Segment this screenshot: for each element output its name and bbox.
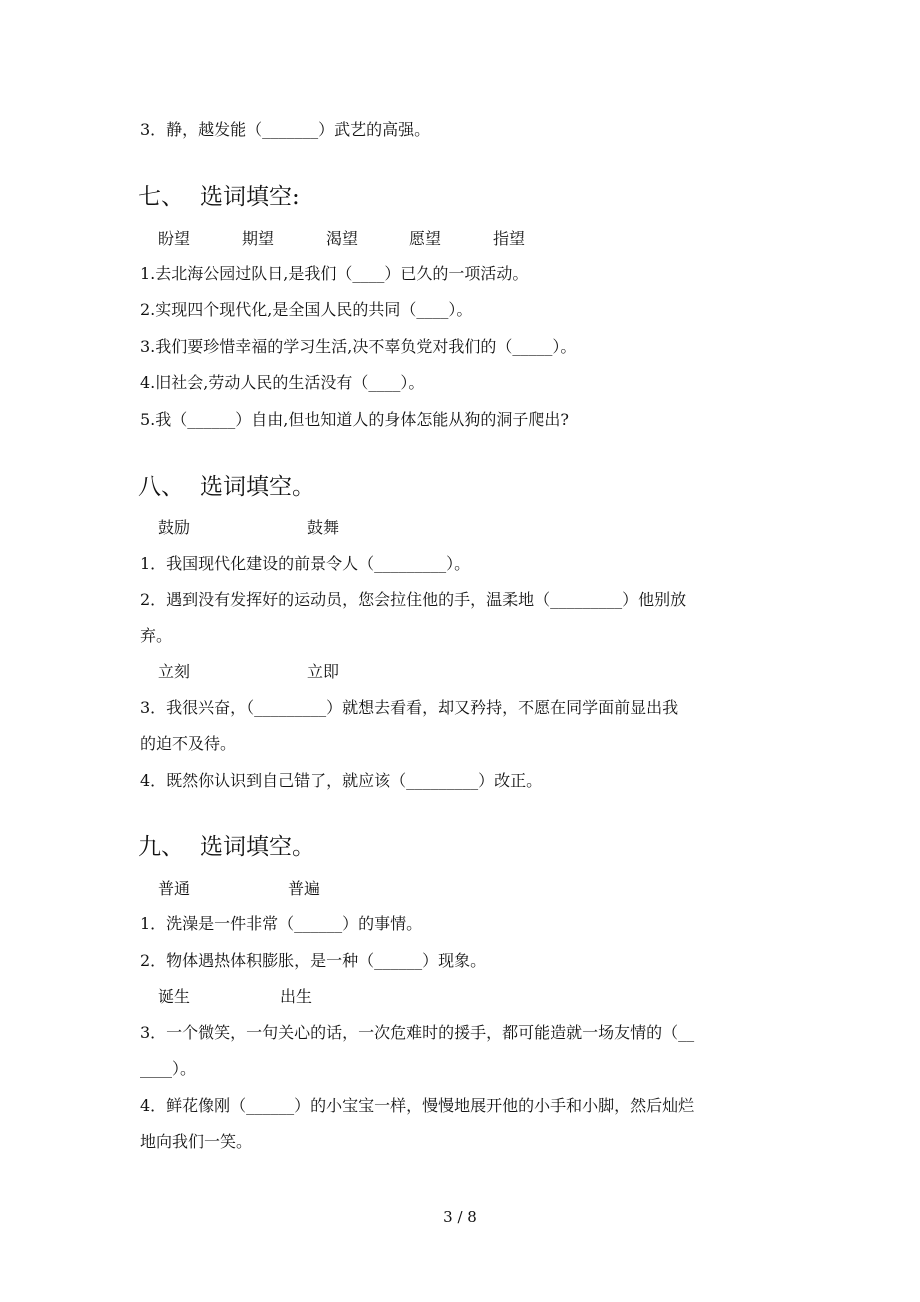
question-item: 3．静，越发能（_______）武艺的高强。 <box>140 120 431 139</box>
question-item: 4．鲜花像刚（______）的小宝宝一样，慢慢地展开他的小手和小脚，然后灿烂 <box>140 1096 695 1115</box>
section-heading-8 <box>138 473 315 501</box>
word-choice: 普遍 <box>288 879 321 898</box>
question-item: 2．遇到没有发挥好的运动员，您会拉住他的手，温柔地（_________）他别放 <box>140 590 687 609</box>
question-item: 1．我国现代化建设的前景令人（_________）。 <box>140 554 471 573</box>
question-item: 3.我们要珍惜幸福的学习生活,决不辜负党对我们的（_____）。 <box>140 337 577 356</box>
word-choice: 立刻 <box>158 662 191 681</box>
question-item: 4.旧社会,劳动人民的生活没有（____）。 <box>140 373 425 392</box>
word-choice: 盼望 <box>158 229 191 248</box>
word-choice: 出生 <box>280 987 313 1006</box>
question-item: 1.去北海公园过队日,是我们（____）已久的一项活动。 <box>140 264 529 283</box>
question-item-continued: 的迫不及待。 <box>140 734 237 753</box>
section-number: 八、 <box>138 474 184 500</box>
question-item: 2．物体遇热体积膨胀，是一种（______）现象。 <box>140 951 487 970</box>
word-choice: 诞生 <box>158 987 191 1006</box>
section-title: 选词填空: <box>200 184 300 210</box>
section-title: 选词填空。 <box>200 834 315 860</box>
word-choice: 愿望 <box>409 229 442 248</box>
section-heading-7 <box>138 183 300 211</box>
question-item: 5.我（______）自由,但也知道人的身体怎能从狗的洞子爬出? <box>140 410 569 429</box>
question-item: 1．洗澡是一件非常（______）的事情。 <box>140 914 423 933</box>
section-number: 七、 <box>138 184 184 210</box>
word-choice: 立即 <box>307 662 340 681</box>
word-choice: 鼓舞 <box>307 518 340 537</box>
section-number: 九、 <box>138 834 184 860</box>
word-choice: 鼓励 <box>158 518 191 537</box>
page-number: 3 / 8 <box>443 1208 477 1226</box>
section-heading-9 <box>138 833 315 861</box>
question-item: 2.实现四个现代化,是全国人民的共同（____）。 <box>140 300 473 319</box>
question-item: 4．既然你认识到自己错了，就应该（_________）改正。 <box>140 771 543 790</box>
question-item-continued: 弃。 <box>140 626 173 645</box>
question-item: 3．我很兴奋，（_________）就想去看看，却又矜持，不愿在同学面前显出我 <box>140 698 679 717</box>
question-item-continued: 地向我们一笑。 <box>140 1132 253 1151</box>
section-title: 选词填空。 <box>200 474 315 500</box>
word-choice: 普通 <box>158 879 191 898</box>
question-item: 3．一个微笑，一句关心的话，一次危难时的援手，都可能造就一场友情的（__ <box>140 1023 695 1042</box>
word-choice: 期望 <box>242 229 275 248</box>
question-item-continued: ____）。 <box>140 1059 197 1078</box>
word-choice: 指望 <box>493 229 526 248</box>
word-choice: 渴望 <box>326 229 359 248</box>
